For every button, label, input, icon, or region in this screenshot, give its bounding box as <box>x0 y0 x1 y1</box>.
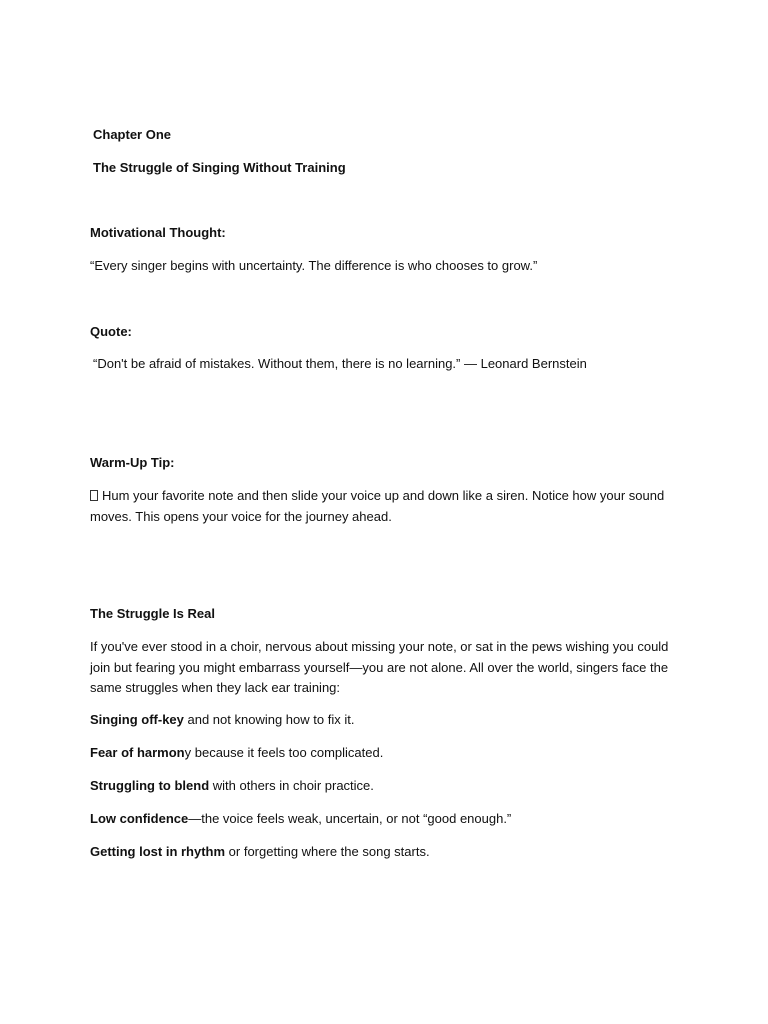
struggle-item <box>90 743 680 764</box>
struggle-item-rest: —the voice feels weak, uncertain, or not “good enough.” <box>188 811 512 826</box>
struggle-item <box>90 809 680 830</box>
chapter-label: Chapter One <box>93 127 172 142</box>
struggle-heading: The Struggle Is Real <box>90 606 215 621</box>
warmup-paragraph <box>90 486 680 527</box>
quote-heading: Quote: <box>90 324 132 339</box>
struggle-item-rest: or forgetting where the song starts. <box>225 844 430 859</box>
struggle-item <box>90 776 680 797</box>
warmup-heading: Warm-Up Tip: <box>90 455 175 470</box>
struggle-item-rest: and not knowing how to fix it. <box>183 712 355 727</box>
struggle-item-rest: y because it feels too complicated. <box>184 745 384 760</box>
struggle-item-bold: Low confidence <box>90 811 189 826</box>
struggle-item-bold: Struggling to blend <box>90 778 210 793</box>
motivational-heading: Motivational Thought: <box>90 225 226 240</box>
motivational-text: “Every singer begins with uncertainty. The difference is who chooses to grow.” <box>90 258 538 273</box>
warmup-text: Hum your favorite note and then slide your voice up and down like a siren. Notice how your sound moves. This opens your voice for the journey ahead. <box>90 488 665 524</box>
struggle-item <box>90 842 680 863</box>
missing-glyph-icon <box>90 490 98 501</box>
struggle-item-bold: Getting lost in rhythm <box>90 844 226 859</box>
struggle-item-bold: Fear of harmon <box>90 745 185 760</box>
struggle-item <box>90 710 680 731</box>
quote-text: “Don't be afraid of mistakes. Without them, there is no learning.” — Leonard Bernstein <box>93 356 587 371</box>
struggle-intro: If you've ever stood in a choir, nervous about missing your note, or sat in the pews wishing you could join but fearing you might embarrass yourself—you are not alone. All over the world, singers face the same struggles when they lack ear training: <box>90 639 669 695</box>
chapter-title: The Struggle of Singing Without Training <box>93 160 346 175</box>
struggle-item-bold: Singing off-key <box>90 712 184 727</box>
struggle-item-rest: with others in choir practice. <box>209 778 374 793</box>
